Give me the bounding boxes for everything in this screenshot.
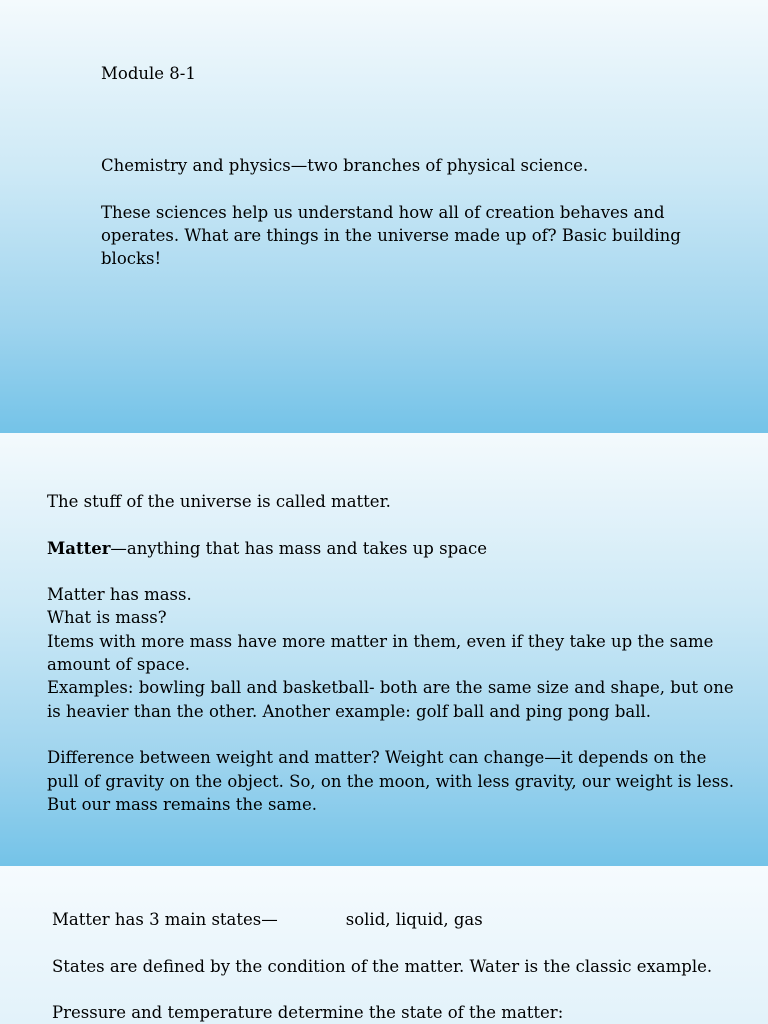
text-line: But our mass remains the same.	[47, 794, 317, 814]
text-line: blocks!	[101, 249, 162, 269]
slide-module-intro	[0, 0, 768, 433]
slide-states-of-matter	[0, 866, 768, 1024]
slide-body	[101, 154, 681, 270]
text-line: is heavier than the other. Another example: golf ball and ping pong ball.	[47, 701, 652, 721]
slide-body	[52, 908, 712, 1024]
text-line: Items with more mass have more matter in them, even if they take up the same	[47, 631, 714, 651]
slide-title: Module 8-1	[101, 64, 196, 83]
text-line: Examples: bowling ball and basketball- both are the same size and shape, but one	[47, 678, 734, 698]
text-line: Difference between weight and matter? Weight can change—it depends on the	[47, 748, 707, 768]
definition-text: —anything that has mass and takes up space	[110, 538, 487, 558]
text-line: operates. What are things in the universe made up of? Basic building	[101, 225, 681, 245]
text-line: Chemistry and physics—two branches of physical science.	[101, 156, 589, 175]
text-line: Matter has mass.	[47, 585, 192, 605]
text-line: States are defined by the condition of the matter. Water is the classic example.	[52, 956, 713, 976]
slide-body	[47, 490, 734, 816]
states-line	[52, 908, 712, 931]
states-value: solid, liquid, gas	[345, 910, 483, 929]
term-matter: Matter	[47, 538, 111, 558]
slide-matter	[0, 433, 768, 866]
states-label: Matter has 3 main states—	[52, 910, 278, 929]
text-line: These sciences help us understand how all of creation behaves and	[101, 202, 665, 222]
text-line: Pressure and temperature determine the state of the matter:	[52, 1003, 564, 1023]
text-line: The stuff of the universe is called matter.	[47, 492, 391, 511]
text-line: pull of gravity on the object. So, on the moon, with less gravity, our weight is less.	[47, 771, 734, 791]
definition-line	[47, 537, 734, 560]
text-line: amount of space.	[47, 655, 190, 675]
text-line: What is mass?	[47, 608, 167, 628]
